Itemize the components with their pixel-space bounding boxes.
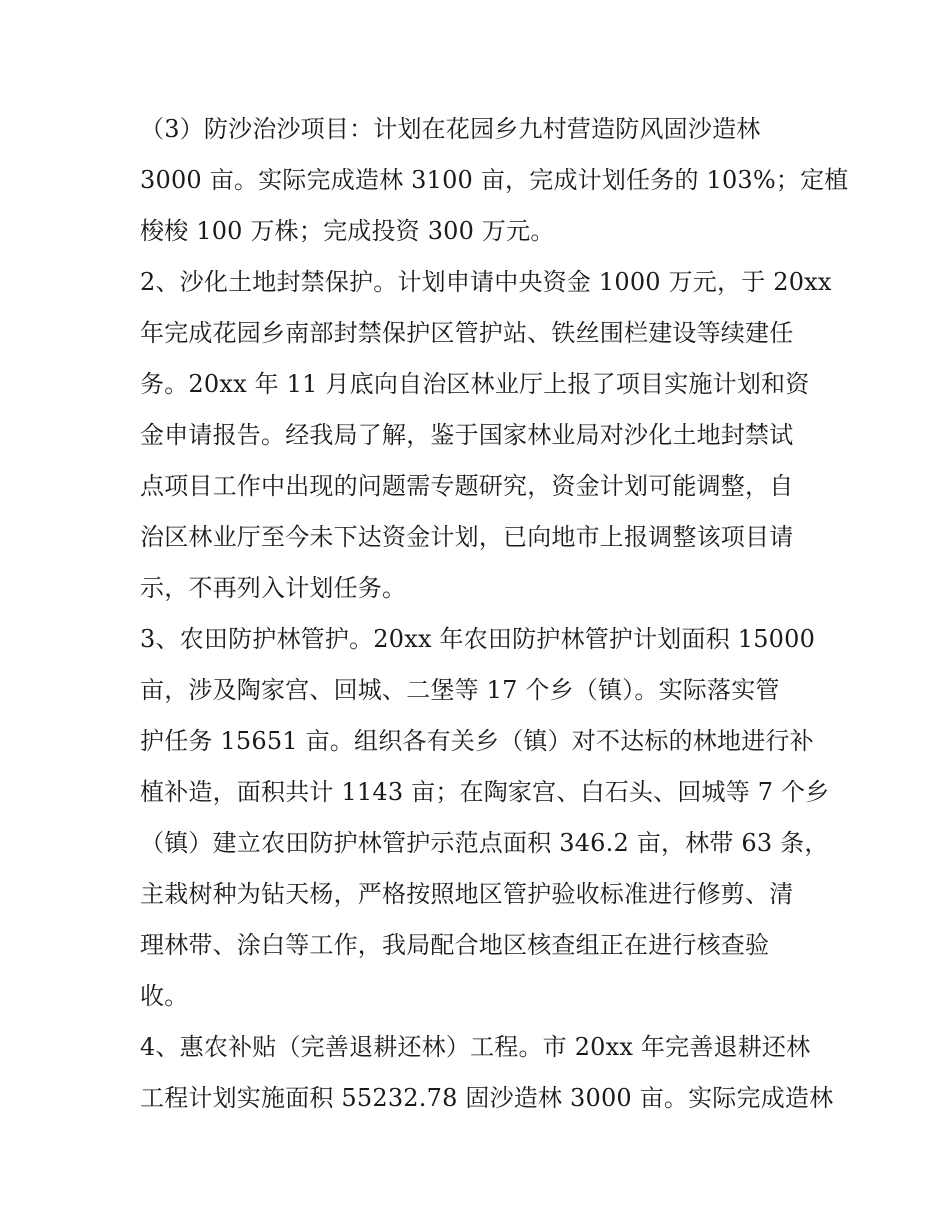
text-line: 主栽树种为钻天杨，严格按照地区管护验收标准进行修剪、清 [140, 880, 794, 908]
text-line: 金申请报告。经我局了解，鉴于国家林业局对沙化土地封禁试 [140, 421, 794, 449]
document-body [140, 104, 849, 1124]
text-line: 亩，涉及陶家宫、回城、二堡等 17 个乡（镇）。实际落实管 [140, 676, 780, 704]
text-line: 植补造，面积共计 1143 亩；在陶家宫、白石头、回城等 7 个乡 [140, 778, 830, 806]
text-line: 收。 [140, 982, 189, 1010]
text-line: 年完成花园乡南部封禁保护区管护站、铁丝围栏建设等续建任 [140, 319, 794, 347]
text-line: 治区林业厅至今未下达资金计划，已向地市上报调整该项目请 [140, 523, 794, 551]
text-line: 梭梭 100 万株；完成投资 300 万元。 [140, 217, 555, 245]
text-line: 2、沙化土地封禁保护。计划申请中央资金 1000 万元，于 20xx [140, 268, 832, 296]
text-line: 工程计划实施面积 55232.78 固沙造林 3000 亩。实际完成造林 [140, 1084, 834, 1112]
text-line: 务。20xx 年 11 月底向自治区林业厅上报了项目实施计划和资 [140, 370, 810, 398]
text-line: 点项目工作中出现的问题需专题研究，资金计划可能调整，自 [140, 472, 794, 500]
text-line: 4、惠农补贴（完善退耕还林）工程。市 20xx 年完善退耕还林 [140, 1033, 811, 1061]
text-line: 3000 亩。实际完成造林 3100 亩，完成计划任务的 103%；定植 [140, 166, 849, 194]
text-line: 理林带、涂白等工作，我局配合地区核查组正在进行核查验 [140, 931, 770, 959]
text-line: （3）防沙治沙项目：计划在花园乡九村营造防风固沙造林 [140, 115, 761, 143]
text-line: （镇）建立农田防护林管护示范点面积 346.2 亩，林带 63 条， [140, 829, 829, 857]
text-line: 示，不再列入计划任务。 [140, 574, 407, 602]
text-line: 护任务 15651 亩。组织各有关乡（镇）对不达标的林地进行补 [140, 727, 814, 755]
text-line: 3、农田防护林管护。20xx 年农田防护林管护计划面积 15000 [140, 625, 816, 653]
